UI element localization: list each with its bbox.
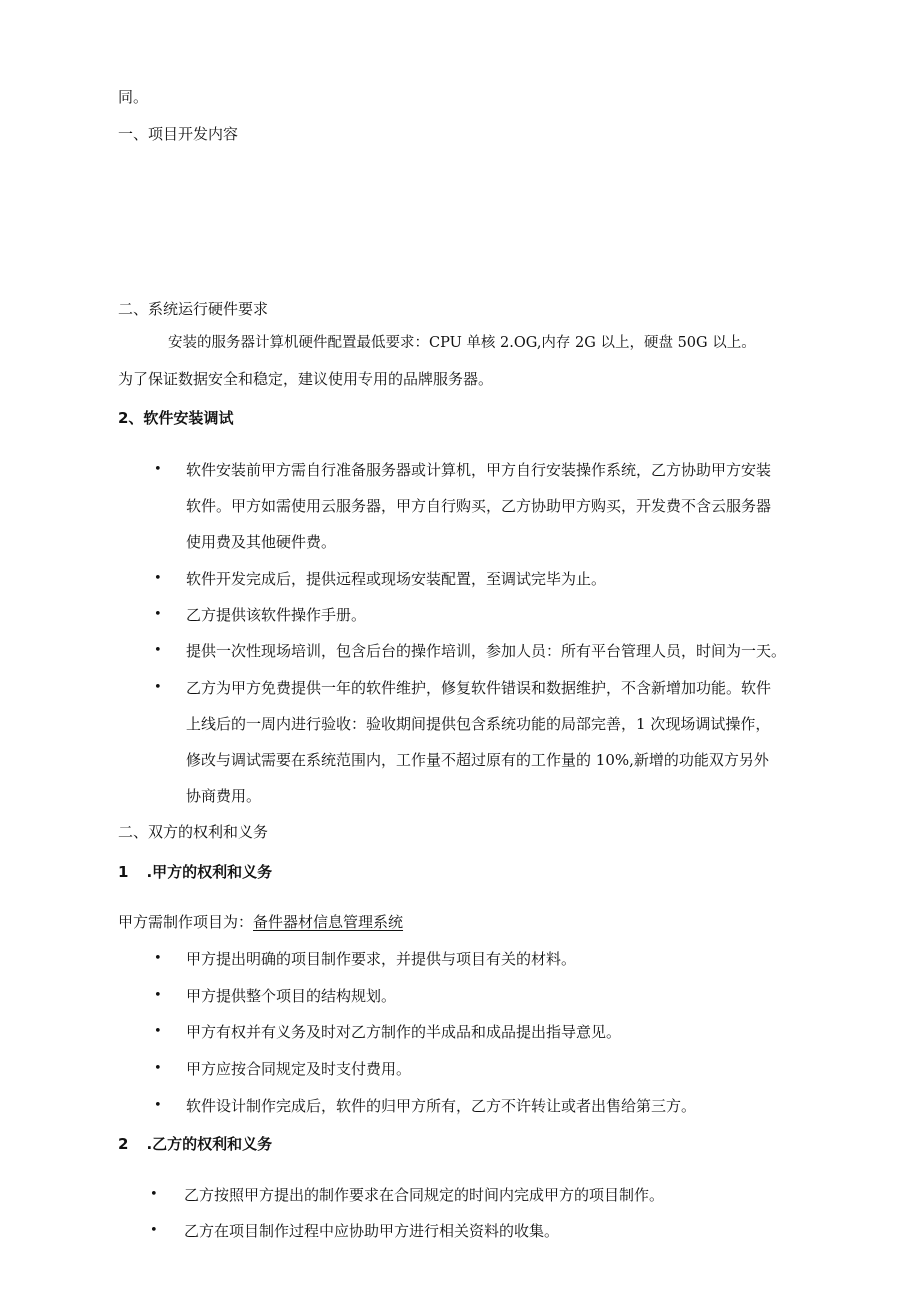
install-item-5-line-4: 协商费用。 [186,787,262,805]
party-b-item-2: 乙方在项目制作过程中应协助甲方进行相关资料的收集。 [184,1222,560,1240]
bullet-icon: • [154,680,162,695]
bullet-icon: • [154,1061,162,1076]
bullet-icon: • [154,607,162,622]
section-heading-project-content: 一、项目开发内容 [118,125,239,143]
project-name: 备件器材信息管理系统 [253,913,404,931]
hardware-paragraph-line-2: 为了保证数据安全和稳定，建议使用专用的品牌服务器。 [118,370,494,388]
bullet-icon: • [154,462,162,477]
install-item-5-line-3: 修改与调试需要在系统范围内，工作量不超过原有的工作量的 10%,新增的功能双方另外 [186,751,769,769]
party-a-item-2: 甲方提供整个项目的结构规划。 [186,987,397,1005]
install-item-1-line-3: 使用费及其他硬件费。 [186,533,337,551]
install-item-4: 提供一次性现场培训，包含后台的操作培训，参加人员：所有平台管理人员，时间为一天。 [186,642,787,660]
bullet-icon: • [150,1223,158,1238]
hardware-paragraph-line-1: 安装的服务器计算机硬件配置最低要求：CPU 单核 2.OG,内存 2G 以上，硬盘 50G 以上。 [168,335,756,351]
bullet-icon: • [154,988,162,1003]
party-a-item-3: 甲方有权并有义务及时对乙方制作的半成品和成品提出指导意见。 [186,1023,622,1041]
install-item-1-line-1: 软件安装前甲方需自行准备服务器或计算机，甲方自行安装操作系统，乙方协助甲方安装 [186,461,772,479]
section-heading-hardware: 二、系统运行硬件要求 [118,300,269,318]
project-line [118,912,403,932]
party-a-heading-number: 1 [118,863,129,881]
party-b-heading-text: .乙方的权利和义务 [146,1135,273,1153]
party-b-item-1: 乙方按照甲方提出的制作要求在合同规定的时间内完成甲方的项目制作。 [184,1186,665,1204]
party-a-item-5: 软件设计制作完成后，软件的归甲方所有，乙方不许转让或者出售给第三方。 [186,1097,697,1115]
party-b-heading [118,1134,272,1154]
install-item-5-line-2: 上线后的一周内进行验收：验收期间提供包含系统功能的局部完善，1 次现场调试操作， [186,715,771,733]
bullet-icon: • [154,571,162,586]
party-a-item-1: 甲方提出明确的项目制作要求，并提供与项目有关的材料。 [186,950,577,968]
section-heading-rights: 二、双方的权利和义务 [118,823,269,841]
bullet-icon: • [154,1024,162,1039]
project-label: 甲方需制作项目为： [118,913,254,931]
party-a-item-4: 甲方应按合同规定及时支付费用。 [186,1060,412,1078]
bullet-icon: • [150,1187,158,1202]
bullet-icon: • [154,951,162,966]
party-a-heading-text: .甲方的权利和义务 [146,863,273,881]
install-item-5-line-1: 乙方为甲方免费提供一年的软件维护，修复软件错误和数据维护，不含新增加功能。软件 [186,679,772,697]
install-item-1-line-2: 软件。甲方如需使用云服务器，甲方自行购买，乙方协助甲方购买，开发费不含云服务器 [186,497,772,515]
install-item-3: 乙方提供该软件操作手册。 [186,606,367,624]
section-heading-install: 2、软件安装调试 [118,409,234,427]
party-b-heading-number: 2 [118,1135,129,1153]
bullet-icon: • [154,1098,162,1113]
install-item-2: 软件开发完成后，提供远程或现场安装配置，至调试完毕为止。 [186,570,607,588]
party-a-heading [118,862,272,882]
top-fragment: 同。 [118,88,149,106]
bullet-icon: • [154,643,162,658]
